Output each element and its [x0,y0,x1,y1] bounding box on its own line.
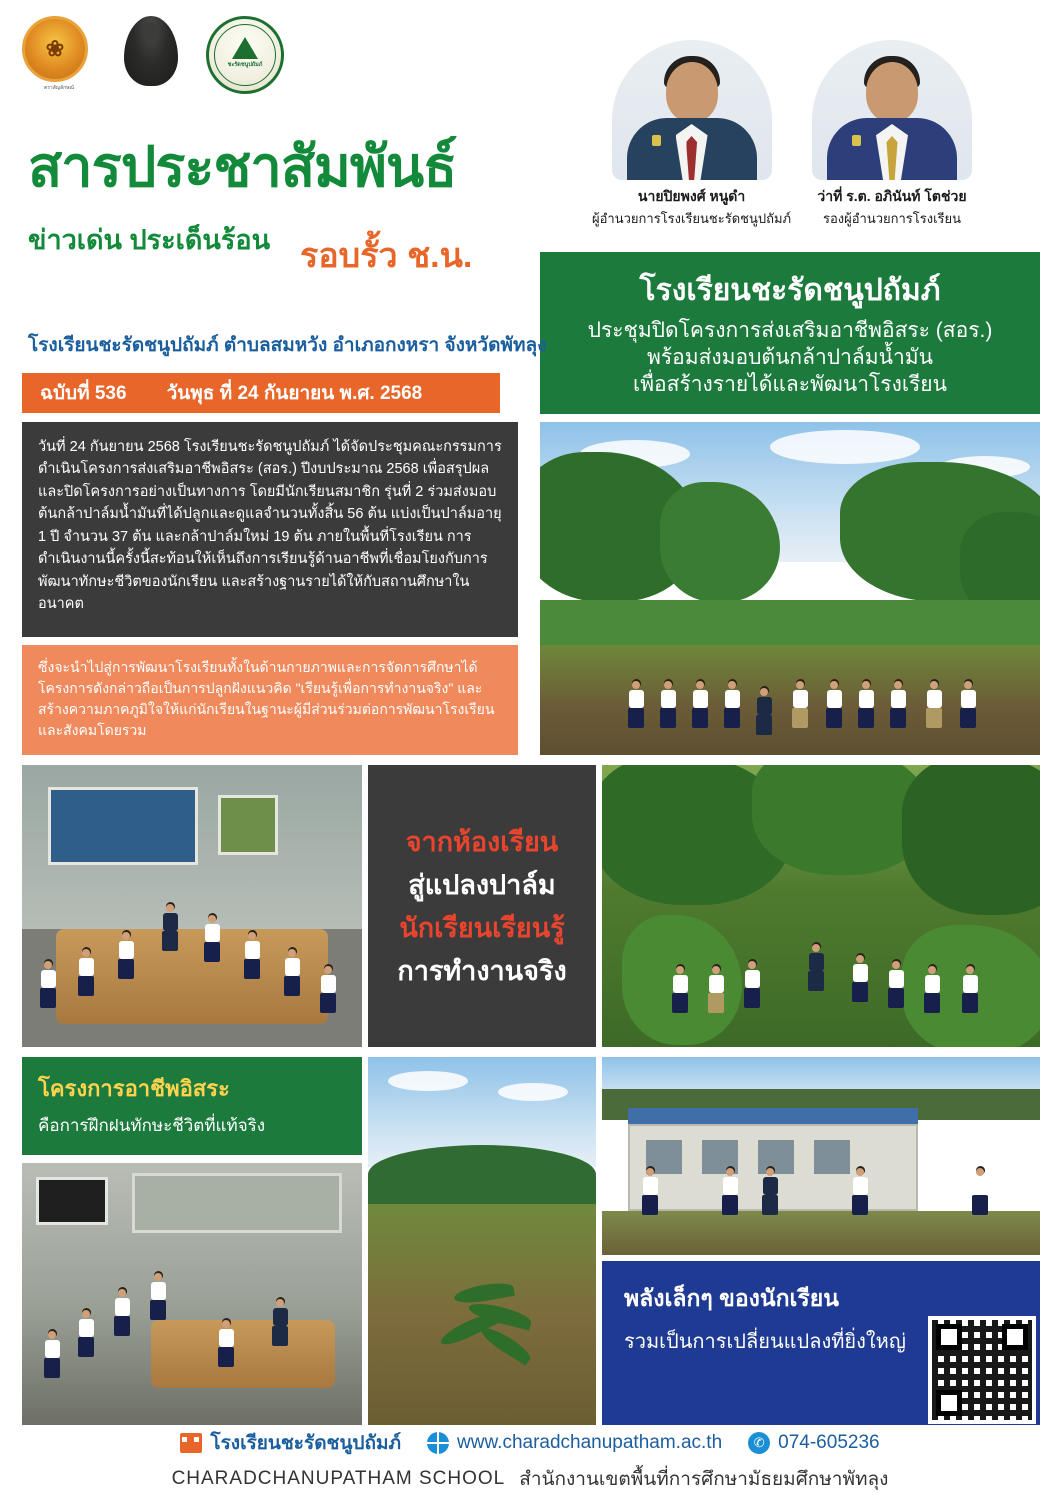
logo-group [22,16,280,102]
slogan-line-2: สู่แปลงปาล์ม [408,870,556,900]
headline-banner [540,252,1040,414]
page-subtitle: ข่าวเด่น ประเด็นร้อน [28,225,271,255]
headline-school-name: โรงเรียนชะรัดชนูปถัมภ์ [639,274,941,308]
project-banner-title: โครงการอาชีพอิสระ [38,1076,230,1101]
footer-contact-row [0,1428,1060,1458]
ministry-seal-logo [22,16,96,102]
footer-phone[interactable] [748,1432,879,1454]
slogan-block [368,765,596,1047]
closing-banner-line-2: รวมเป็นการเปลี่ยนแปลงที่ยิ่งใหญ่ [624,1331,906,1353]
photo-palm-seedling-hill [368,1057,596,1425]
portrait-role: รองผู้อำนวยการโรงเรียน [822,211,962,226]
closing-banner-line-1: พลังเล็กๆ ของนักเรียน [624,1285,839,1311]
slogan-line-1: จากห้องเรียน [405,827,559,857]
slogan-line-3: นักเรียนเรียนรู้ [399,913,565,943]
school-emblem-logo [206,16,280,102]
phone-icon: ✆ [748,1432,770,1454]
footer-school-name-en: CHARADCHANUPATHAM SCHOOL [171,1468,506,1489]
school-building-icon [180,1433,202,1453]
footer-identity-row [0,1464,1060,1494]
portrait-name: ว่าที่ ร.ต. อภินันท์ โตช่วย [817,188,967,204]
portrait-photo-deputy [812,40,972,180]
footer-phone-number[interactable]: 074-605236 [778,1432,880,1453]
portrait-director [592,40,791,229]
issue-number: ฉบับที่ 536 [40,383,127,404]
headline-line-1: ประชุมปิดโครงการส่งเสริมอาชีพอิสระ (สอร.) [587,319,993,343]
portrait-deputy [812,40,972,229]
project-banner [22,1057,362,1155]
slogan-line-4: การทำงานจริง [397,956,567,986]
photo-palm-field-group [540,422,1040,755]
article-body-primary: วันที่ 24 กันยายน 2568 โรงเรียนชะรัดชนูปถัมภ์ ได้จัดประชุมคณะกรรมการดำเนินโครงการส่งเสริมอาชีพอิสระ (สอร.) ปีงบประมาณ 2568 เพื่อสรุปผลและปิดโครงการอย่างเป็นทางการ โดยมีนักเรียนสมาชิก รุ่นที่ 2 ร่วมส่งมอบต้นกล้าปาล์มน้ำมันที่ได้ปลูกและดูแลจำนวนทั้งสิ้น 56 ต้น แบ่งเป็นปาล์มอายุ 1 ปี จำนวน 37 ต้น และกล้าปาล์มใหม่ 19 ต้น ภายในพื้นที่โรงเรียน การดำเนินงานนี้ครั้งนี้สะท้อนให้เห็นถึงการเรียนรู้ด้านอาชีพที่เชื่อมโยงกับการพัฒนาทักษะชีวิตของนักเรียน และสร้างฐานรายได้ให้กับสถานศึกษาในอนาคต [22,422,518,637]
photo-school-building [602,1057,1040,1255]
footer-school [180,1428,401,1458]
school-emblem-label: ชะรัดชนูปถัมภ์ [227,62,263,68]
buddha-icon [124,16,178,86]
photo-classroom-rows [22,1163,362,1425]
school-emblem-icon [206,16,284,94]
page-title: สารประชาสัมพันธ์ [28,135,457,200]
globe-icon [427,1432,449,1454]
headline-line-3: เพื่อสร้างรายได้และพัฒนาโรงเรียน [633,372,947,396]
garuda-seal-icon: ❀ [22,16,88,82]
footer-office-name: สำนักงานเขตพื้นที่การศึกษามัธยมศึกษาพัทลุง [519,1469,889,1490]
header [0,0,1060,275]
portrait-name: นายปิยพงศ์ หนูดำ [637,188,746,204]
qr-code[interactable] [928,1316,1036,1424]
issue-bar [22,373,500,413]
footer-school-name: โรงเรียนชะรัดชนูปถัมภ์ [210,1433,402,1454]
article-body-secondary: ซึ่งจะนำไปสู่การพัฒนาโรงเรียนทั้งในด้านกายภาพและการจัดการศึกษาได้ โครงการดังกล่าวถือเป็นการปลูกฝังแนวคิด "เรียนรู้เพื่อการทำงานจริง" และสร้างความภาคภูมิใจให้แก่นักเรียนในฐานะผู้มีส่วนร่วมต่อการพัฒนาโรงเรียนและสังคมโดยรวม [22,645,518,755]
portrait-role: ผู้อำนวยการโรงเรียนชะรัดชนูปถัมภ์ [592,211,792,226]
issue-date: วันพุธ ที่ 24 กันยายน พ.ศ. 2568 [166,383,423,404]
photo-students-palm-grove [602,765,1040,1047]
photo-classroom-meeting [22,765,362,1047]
page-title-accent: รอบรั้ว ช.น. [300,237,473,275]
portrait-photo-director [612,40,772,180]
project-banner-subtitle: คือการฝึกฝนทักษะชีวิตที่แท้จริง [38,1116,266,1135]
school-address-line: โรงเรียนชะรัดชนูปถัมภ์ ตำบลสมหวัง อำเภอกงหรา จังหวัดพัทลุง [28,335,547,356]
footer-website[interactable] [427,1432,722,1454]
footer-website-url[interactable]: www.charadchanupatham.ac.th [457,1432,723,1453]
footer [0,1420,1060,1500]
headline-line-2: พร้อมส่งมอบต้นกล้าปาล์มน้ำมัน [647,346,933,370]
buddha-statue-logo [114,16,188,102]
seal-caption: ตราสัญลักษณ์ [43,85,75,91]
